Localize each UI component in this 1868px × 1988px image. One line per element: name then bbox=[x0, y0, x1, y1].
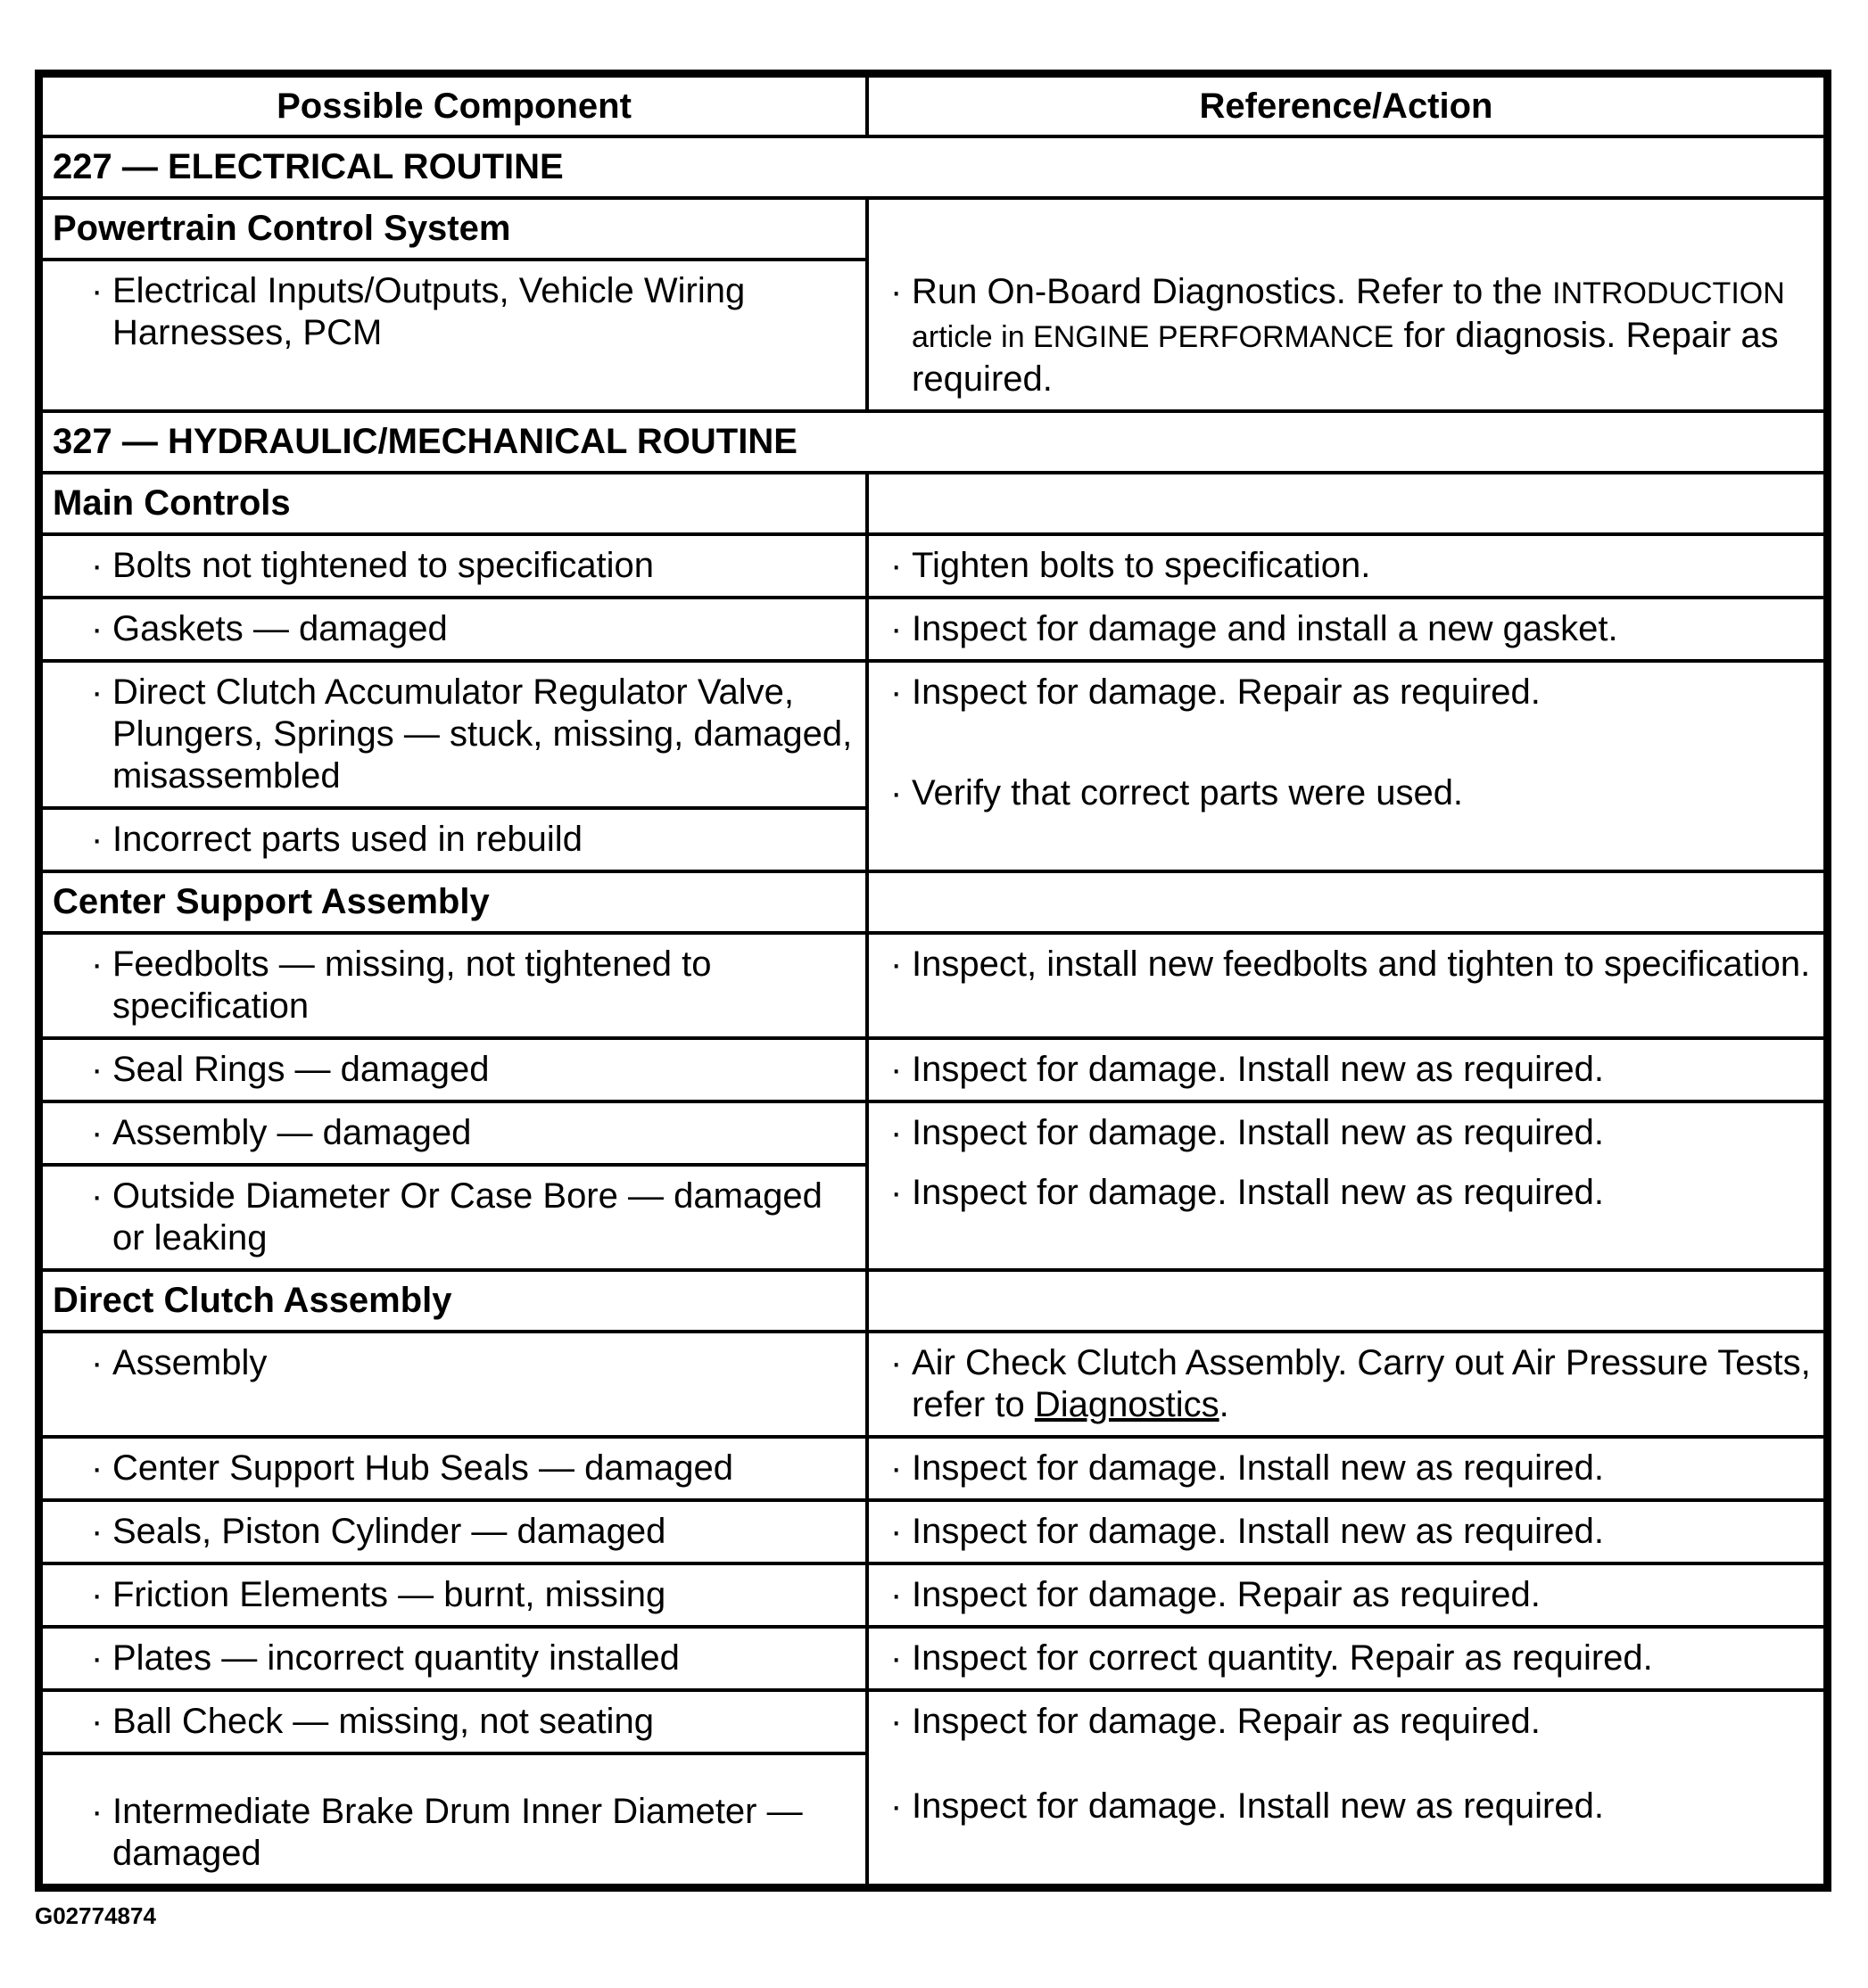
action-cell bbox=[867, 1690, 1825, 1885]
action-cell bbox=[867, 598, 1825, 661]
component-cell bbox=[41, 1165, 867, 1270]
bullet: · bbox=[91, 1448, 103, 1488]
bullet: · bbox=[890, 1512, 903, 1551]
table-row bbox=[41, 598, 1825, 661]
bullet: · bbox=[890, 1702, 903, 1741]
empty-action-cell bbox=[867, 1270, 1825, 1332]
bullet: · bbox=[890, 272, 903, 311]
cell-text: Inspect for damage. Repair as required. bbox=[912, 672, 1541, 712]
cell-text: Tighten bolts to specification. bbox=[912, 546, 1371, 585]
cell-text: Bolts not tightened to specification bbox=[112, 546, 655, 585]
diagnostic-table-frame bbox=[35, 70, 1831, 1892]
action-cell bbox=[867, 1101, 1825, 1270]
component-cell bbox=[41, 1437, 867, 1500]
bullet: · bbox=[890, 945, 903, 984]
action-cell bbox=[867, 1437, 1825, 1500]
table-row bbox=[41, 1038, 1825, 1101]
action-cell bbox=[867, 1500, 1825, 1563]
table-row bbox=[41, 1690, 1825, 1753]
bullet: · bbox=[91, 1050, 103, 1089]
bullet: · bbox=[890, 1343, 903, 1382]
component-cell bbox=[41, 808, 867, 871]
bullet: · bbox=[91, 1113, 103, 1152]
text-segment: . bbox=[1219, 1385, 1229, 1424]
bullet: · bbox=[91, 609, 103, 648]
cell-text: Inspect for damage. Install new as required. bbox=[912, 1448, 1604, 1488]
table-row bbox=[41, 1332, 1825, 1437]
bullet: · bbox=[91, 1702, 103, 1741]
bullet: · bbox=[91, 1343, 103, 1382]
cell-text: Intermediate Brake Drum Inner Diameter — damaged bbox=[112, 1792, 803, 1873]
routine-row-227 bbox=[41, 136, 1825, 198]
group-title: Direct Clutch Assembly bbox=[41, 1270, 867, 1332]
cell-text: Gaskets — damaged bbox=[112, 609, 448, 648]
bullet: · bbox=[91, 1792, 103, 1831]
cell-text: Direct Clutch Accumulator Regulator Valve, Plungers, Springs — stuck, missing, damaged, misassembled bbox=[112, 672, 853, 796]
action-cell bbox=[867, 661, 1825, 871]
component-cell bbox=[41, 534, 867, 598]
bullet: · bbox=[91, 820, 103, 859]
component-cell bbox=[41, 661, 867, 808]
action-cell bbox=[867, 198, 1825, 411]
bullet: · bbox=[890, 672, 903, 712]
table-row bbox=[41, 1563, 1825, 1627]
table-row bbox=[41, 933, 1825, 1038]
text-segment: for diagnosis. Repair as required. bbox=[912, 316, 1779, 399]
cell-text bbox=[912, 1342, 1814, 1426]
component-cell bbox=[41, 1038, 867, 1101]
group-row-center-support bbox=[41, 871, 1825, 933]
component-cell bbox=[41, 1690, 867, 1753]
bullet: · bbox=[91, 1176, 103, 1216]
cell-text: Center Support Hub Seals — damaged bbox=[112, 1448, 733, 1488]
component-cell bbox=[41, 1500, 867, 1563]
cell-text: Inspect for damage. Install new as required. bbox=[912, 1050, 1604, 1089]
cell-text: Inspect for damage. Repair as required. bbox=[912, 1702, 1541, 1741]
cell-text: Assembly — damaged bbox=[112, 1113, 472, 1152]
table-row bbox=[41, 1101, 1825, 1165]
bullet: · bbox=[890, 1638, 903, 1678]
group-title: Powertrain Control System bbox=[41, 198, 867, 260]
bullet: · bbox=[890, 1050, 903, 1089]
bullet: · bbox=[890, 1448, 903, 1488]
cell-text: Ball Check — missing, not seating bbox=[112, 1702, 654, 1741]
bullet: · bbox=[890, 1786, 903, 1826]
table-row bbox=[41, 534, 1825, 598]
routine-row-327 bbox=[41, 411, 1825, 473]
component-cell bbox=[41, 1101, 867, 1165]
empty-action-cell bbox=[867, 871, 1825, 933]
bullet: · bbox=[91, 945, 103, 984]
component-text: Electrical Inputs/Outputs, Vehicle Wiring Harnesses, PCM bbox=[112, 271, 746, 352]
header-row bbox=[41, 76, 1825, 136]
cell-text: Seals, Piston Cylinder — damaged bbox=[112, 1512, 666, 1551]
action-cell bbox=[867, 534, 1825, 598]
cell-text: Inspect for correct quantity. Repair as required. bbox=[912, 1638, 1653, 1678]
bullet: · bbox=[91, 1575, 103, 1614]
action-cell bbox=[867, 933, 1825, 1038]
component-cell bbox=[41, 1627, 867, 1690]
group-title: Center Support Assembly bbox=[41, 871, 867, 933]
action-cell bbox=[867, 1332, 1825, 1437]
routine-title: 227 — ELECTRICAL ROUTINE bbox=[41, 136, 1825, 198]
cell-text: Inspect for damage. Install new as required. bbox=[912, 1786, 1604, 1826]
cell-text: Verify that correct parts were used. bbox=[912, 773, 1464, 813]
component-cell bbox=[41, 1332, 867, 1437]
cell-text: Inspect for damage. Install new as required. bbox=[912, 1512, 1604, 1551]
cell-text: Inspect for damage. Install new as required. bbox=[912, 1113, 1604, 1152]
cell-text: Plates — incorrect quantity installed bbox=[112, 1638, 680, 1678]
group-row-powertrain bbox=[41, 198, 1825, 260]
cell-text: Feedbolts — missing, not tightened to specification bbox=[112, 945, 712, 1026]
table-row bbox=[41, 1437, 1825, 1500]
action-cell bbox=[867, 1563, 1825, 1627]
cell-text: Inspect for damage. Install new as required. bbox=[912, 1173, 1604, 1212]
bullet: · bbox=[91, 1512, 103, 1551]
bullet: · bbox=[91, 672, 103, 712]
group-row-direct-clutch bbox=[41, 1270, 1825, 1332]
bullet: · bbox=[91, 546, 103, 585]
routine-title: 327 — HYDRAULIC/MECHANICAL ROUTINE bbox=[41, 411, 1825, 473]
table-row bbox=[41, 1627, 1825, 1690]
bullet: · bbox=[890, 1113, 903, 1152]
column-header-action: Reference/Action bbox=[867, 76, 1825, 136]
table-row bbox=[41, 1500, 1825, 1563]
component-cell bbox=[41, 1563, 867, 1627]
table-row bbox=[41, 661, 1825, 808]
bullet: · bbox=[91, 1638, 103, 1678]
group-row-main-controls bbox=[41, 473, 1825, 534]
cell-text: Assembly bbox=[112, 1343, 268, 1382]
group-title: Main Controls bbox=[41, 473, 867, 534]
text-segment: Run On-Board Diagnostics. Refer to the bbox=[912, 272, 1553, 311]
bullet: · bbox=[890, 773, 903, 813]
figure-id: G02774874 bbox=[35, 1902, 156, 1929]
component-cell bbox=[41, 598, 867, 661]
component-cell bbox=[41, 260, 867, 411]
text-segment: Air Check Clutch Assembly. Carry out Air Pressure Tests, refer to bbox=[912, 1343, 1811, 1424]
column-header-component: Possible Component bbox=[41, 76, 867, 136]
bullet: · bbox=[91, 271, 103, 310]
cell-text: Friction Elements — burnt, missing bbox=[112, 1575, 666, 1614]
cell-text: Inspect for damage and install a new gasket. bbox=[912, 609, 1618, 648]
bullet: · bbox=[890, 1173, 903, 1212]
bullet: · bbox=[890, 546, 903, 585]
reference-text: INTRODUCTION article in ENGINE PERFORMANCE bbox=[912, 276, 1785, 354]
diagnostics-link[interactable]: Diagnostics bbox=[1034, 1385, 1219, 1424]
action-cell bbox=[867, 1038, 1825, 1101]
component-cell bbox=[41, 933, 867, 1038]
cell-text: Inspect for damage. Repair as required. bbox=[912, 1575, 1541, 1614]
action-cell bbox=[867, 1627, 1825, 1690]
action-text bbox=[912, 271, 1814, 400]
cell-text: Outside Diameter Or Case Bore — damaged or leaking bbox=[112, 1176, 822, 1258]
bullet: · bbox=[890, 1575, 903, 1614]
cell-text: Seal Rings — damaged bbox=[112, 1050, 490, 1089]
empty-action-cell bbox=[867, 473, 1825, 534]
bullet: · bbox=[890, 609, 903, 648]
diagnostic-table bbox=[39, 74, 1827, 1887]
component-cell bbox=[41, 1753, 867, 1885]
cell-text: Inspect, install new feedbolts and tighten to specification. bbox=[912, 945, 1811, 984]
cell-text: Incorrect parts used in rebuild bbox=[112, 820, 583, 859]
